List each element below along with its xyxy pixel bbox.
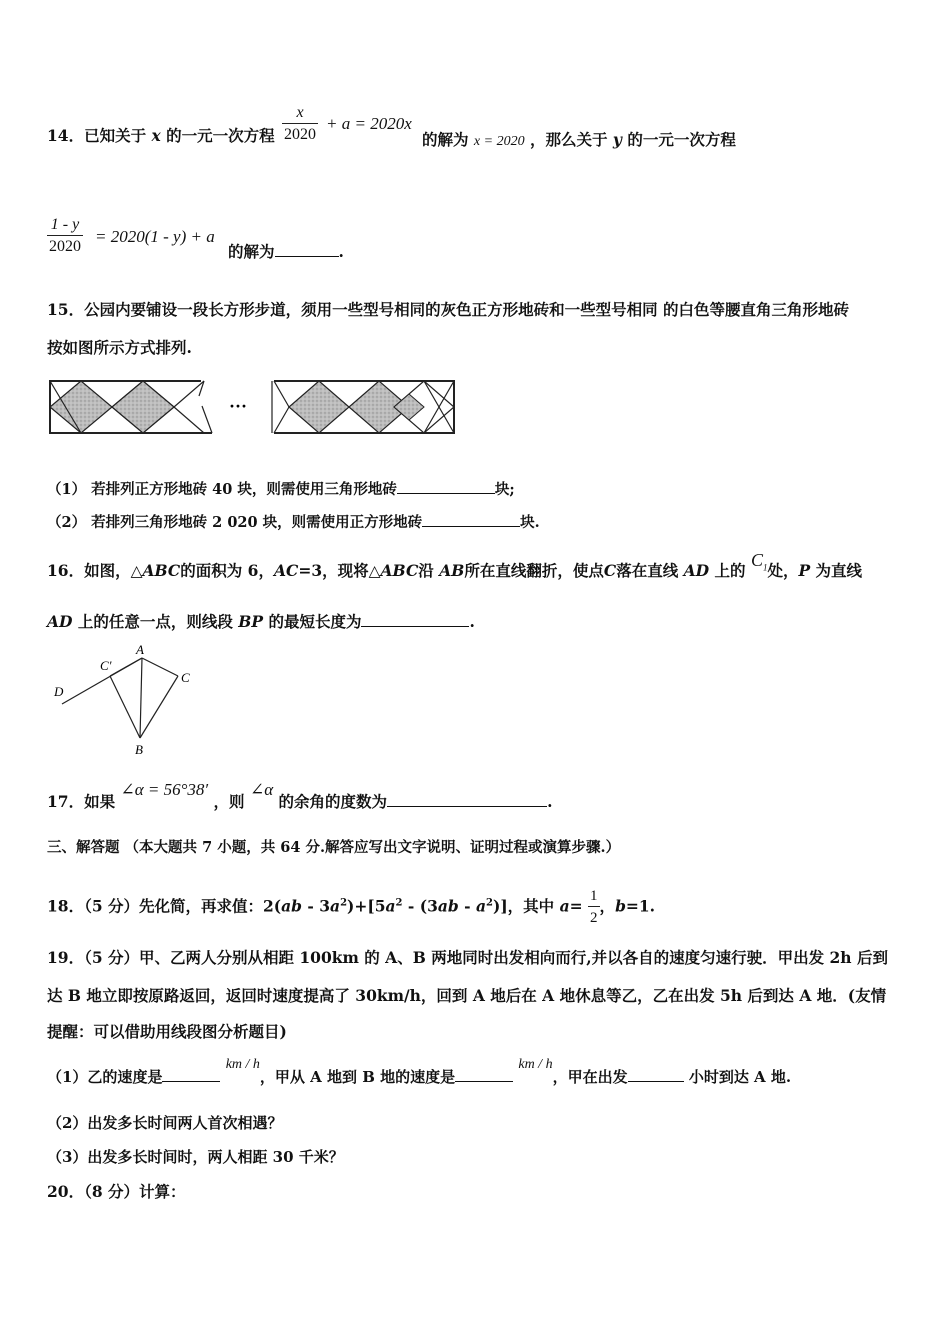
tile-segment-left bbox=[50, 381, 212, 433]
q14-end: . bbox=[338, 242, 344, 261]
q18-num: 1 bbox=[588, 886, 600, 907]
q18-t7: = bbox=[569, 896, 583, 916]
q16-end: . bbox=[469, 612, 475, 631]
q16-ad-2: AD bbox=[47, 612, 73, 631]
q15-part1 bbox=[47, 478, 515, 499]
tile-pattern-figure bbox=[44, 376, 464, 438]
q16-t8: 处， bbox=[767, 561, 799, 580]
q15-part2-end: 块. bbox=[520, 514, 540, 531]
q16-t4: 沿 bbox=[418, 561, 434, 580]
q16-c1 bbox=[750, 550, 768, 573]
q18-t4: - (3 bbox=[402, 896, 438, 916]
triangle-figure bbox=[50, 640, 210, 760]
q16-c1-sub: 1 bbox=[762, 562, 768, 573]
section-3-heading: 三、解答题 （本大题共 7 小题，共 64 分.解答应写出文字说明、证明过程或演算步骤.） bbox=[47, 839, 621, 856]
q15-line1: 15．公园内要铺设一段长方形步道，须用一些型号相同的灰色正方形地砖和一些型号相同 的白色等腰直角三角形地砖 bbox=[47, 300, 849, 319]
q17-text-c: 的余角的度数为 bbox=[278, 792, 388, 811]
tile-segment-right bbox=[272, 381, 454, 433]
q19-line1: 19．（5 分）甲、乙两人分别从相距 100km 的 A、B 两地同时出发相向而行,并以各自的速度匀速行驶．甲出发 2h 后到 bbox=[47, 948, 888, 967]
q14-text-b: 的一元一次方程 bbox=[166, 126, 275, 145]
q16-t1: 16．如图，△ bbox=[47, 561, 143, 580]
q20-line: 20．（8 分）计算： bbox=[47, 1182, 186, 1201]
q18-a: a bbox=[330, 896, 341, 916]
q16-bp: BP bbox=[238, 612, 264, 631]
q16-t9: 为直线 bbox=[815, 561, 863, 580]
q14-eq1-den: 2020 bbox=[284, 126, 316, 143]
q16-answer-blank[interactable] bbox=[361, 612, 469, 627]
q16-t7: 上的 bbox=[714, 561, 746, 580]
label-d: D bbox=[54, 684, 64, 699]
q18-t5: - bbox=[458, 896, 476, 916]
q18-a-3: a bbox=[476, 896, 487, 916]
q16-t6: 落在直线 bbox=[616, 561, 679, 580]
q16-ab: AB bbox=[439, 561, 465, 580]
q14-text-d: ，那么关于 bbox=[530, 130, 608, 149]
q14-text-a: 14．已知关于 bbox=[47, 126, 147, 145]
q18-t6: )]，其中 bbox=[493, 896, 555, 916]
q15-part1-end: 块; bbox=[494, 481, 515, 498]
q14-answer-blank[interactable] bbox=[275, 242, 339, 257]
q14-var-y: y bbox=[612, 130, 622, 149]
q14-eq1-num: x bbox=[282, 103, 318, 124]
q17-answer-blank[interactable] bbox=[387, 792, 547, 807]
q15-part2 bbox=[47, 511, 540, 532]
q19-unit-1: km / h bbox=[225, 1057, 260, 1072]
q14-text-c: 的解为 bbox=[422, 130, 469, 149]
q16-t10: 上的任意一点，则线段 bbox=[77, 612, 233, 631]
q19-part2: （2）出发多长时间两人首次相遇？ bbox=[47, 1114, 283, 1132]
q19-p1-t3: ，甲在出发 bbox=[552, 1068, 628, 1086]
q18-t1: 18．（5 分）先化简，再求值：2( bbox=[47, 896, 282, 916]
q17-end: . bbox=[547, 792, 553, 811]
q14-eq2-fraction bbox=[47, 215, 83, 258]
q14-line2-tail bbox=[228, 240, 344, 262]
q17-angle-expr: ∠α = 56°38′ bbox=[120, 780, 209, 799]
q14-solution: x = 2020 bbox=[473, 134, 525, 149]
q19-part3: （3）出发多长时间时，两人相距 30 千米？ bbox=[47, 1148, 344, 1166]
q19-line3: 提醒：可以借助用线段图分析题目) bbox=[47, 1022, 287, 1041]
q18-ab: ab bbox=[281, 896, 303, 916]
q16-ad: AD bbox=[683, 561, 710, 580]
q19-p1-t2: ，甲从 A 地到 B 地的速度是 bbox=[259, 1068, 456, 1086]
q16-abc: ABC bbox=[142, 561, 181, 580]
q14-line1-tail bbox=[422, 128, 736, 150]
q18-t2: - 3 bbox=[302, 896, 331, 916]
q18-t8: ， bbox=[599, 896, 616, 916]
q14-var-x: x bbox=[151, 126, 161, 145]
label-b: B bbox=[135, 742, 143, 757]
q18-t9: =1. bbox=[625, 896, 656, 916]
q18-fraction bbox=[588, 886, 600, 929]
q19-p1-t4: 小时到达 A 地. bbox=[688, 1068, 792, 1086]
q17-line bbox=[47, 780, 553, 812]
q19-line2: 达 B 地立即按原路返回，返回时速度提高了 30km/h，回到 A 地后在 A 地休息等乙，乙在出发 5h 后到达 A 地．(友情 bbox=[47, 986, 887, 1005]
q19-part1 bbox=[47, 1057, 792, 1087]
q18-bv: b bbox=[615, 896, 626, 916]
q14-eq2-num: 1 - y bbox=[47, 215, 83, 236]
q15-part2-blank[interactable] bbox=[422, 512, 520, 527]
q16-t2: 的面积为 6， bbox=[180, 561, 274, 580]
q16-line1 bbox=[47, 550, 863, 583]
q14-eq1-fraction bbox=[282, 103, 318, 146]
q16-c1-letter: C bbox=[750, 550, 763, 570]
q15-line2: 按如图所示方式排列. bbox=[47, 338, 192, 357]
q16-c: C bbox=[603, 561, 617, 580]
q19-p1-blank2[interactable] bbox=[455, 1067, 513, 1082]
tile-ellipsis: ··· bbox=[229, 396, 248, 416]
q19-p1-t1: （1）乙的速度是 bbox=[47, 1068, 163, 1086]
q14-eq1-rest: + a = 2020x bbox=[326, 114, 412, 133]
q16-p: P bbox=[798, 561, 811, 580]
q15-part2-text: （2） 若排列三角形地砖 2 020 块，则需使用正方形地砖 bbox=[47, 514, 423, 531]
q16-line2 bbox=[47, 610, 475, 632]
q19-unit-2: km / h bbox=[518, 1057, 553, 1072]
q14-text-e: 的一元一次方程 bbox=[627, 130, 736, 149]
label-a: A bbox=[136, 642, 144, 657]
q14-eq2-den: 2020 bbox=[49, 238, 81, 255]
q14-line1 bbox=[47, 124, 275, 146]
q18-den: 2 bbox=[590, 910, 598, 926]
q17-text-a: 17．如果 bbox=[47, 792, 116, 811]
q16-t3: =3，现将△ bbox=[298, 561, 381, 580]
q18-av: a bbox=[559, 896, 570, 916]
q14-eq2-rest: = 2020(1 - y) + a bbox=[95, 227, 215, 246]
q17-text-b: ，则 bbox=[213, 792, 245, 811]
q19-p1-blank3[interactable] bbox=[628, 1067, 684, 1082]
q17-angle: ∠α bbox=[249, 780, 274, 799]
q16-t5: 所在直线翻折，使点 bbox=[464, 561, 604, 580]
label-c: C bbox=[181, 670, 190, 685]
q16-abc-2: ABC bbox=[380, 561, 419, 580]
q16-t11: 的最短长度为 bbox=[268, 612, 362, 631]
q15-part1-blank[interactable] bbox=[397, 479, 495, 494]
q14-text-tail: 的解为 bbox=[228, 242, 275, 261]
q19-p1-blank1[interactable] bbox=[162, 1067, 220, 1082]
q18-t3: )+[5 bbox=[347, 896, 386, 916]
label-c1: C' bbox=[100, 658, 112, 673]
q18-line: 18．（5 分）先化简，再求值：$2(ab - 3a^2)+[5a^2 - (3ab - a^2)]$，其中 a= $\frac{1}{2}$ ，b=1. bbox=[47, 886, 655, 929]
q18-a-2: a bbox=[385, 896, 396, 916]
q15-part1-text: （1） 若排列正方形地砖 40 块，则需使用三角形地砖 bbox=[47, 481, 397, 498]
q16-ac: AC bbox=[273, 561, 299, 580]
q18-ab-2: ab bbox=[437, 896, 459, 916]
